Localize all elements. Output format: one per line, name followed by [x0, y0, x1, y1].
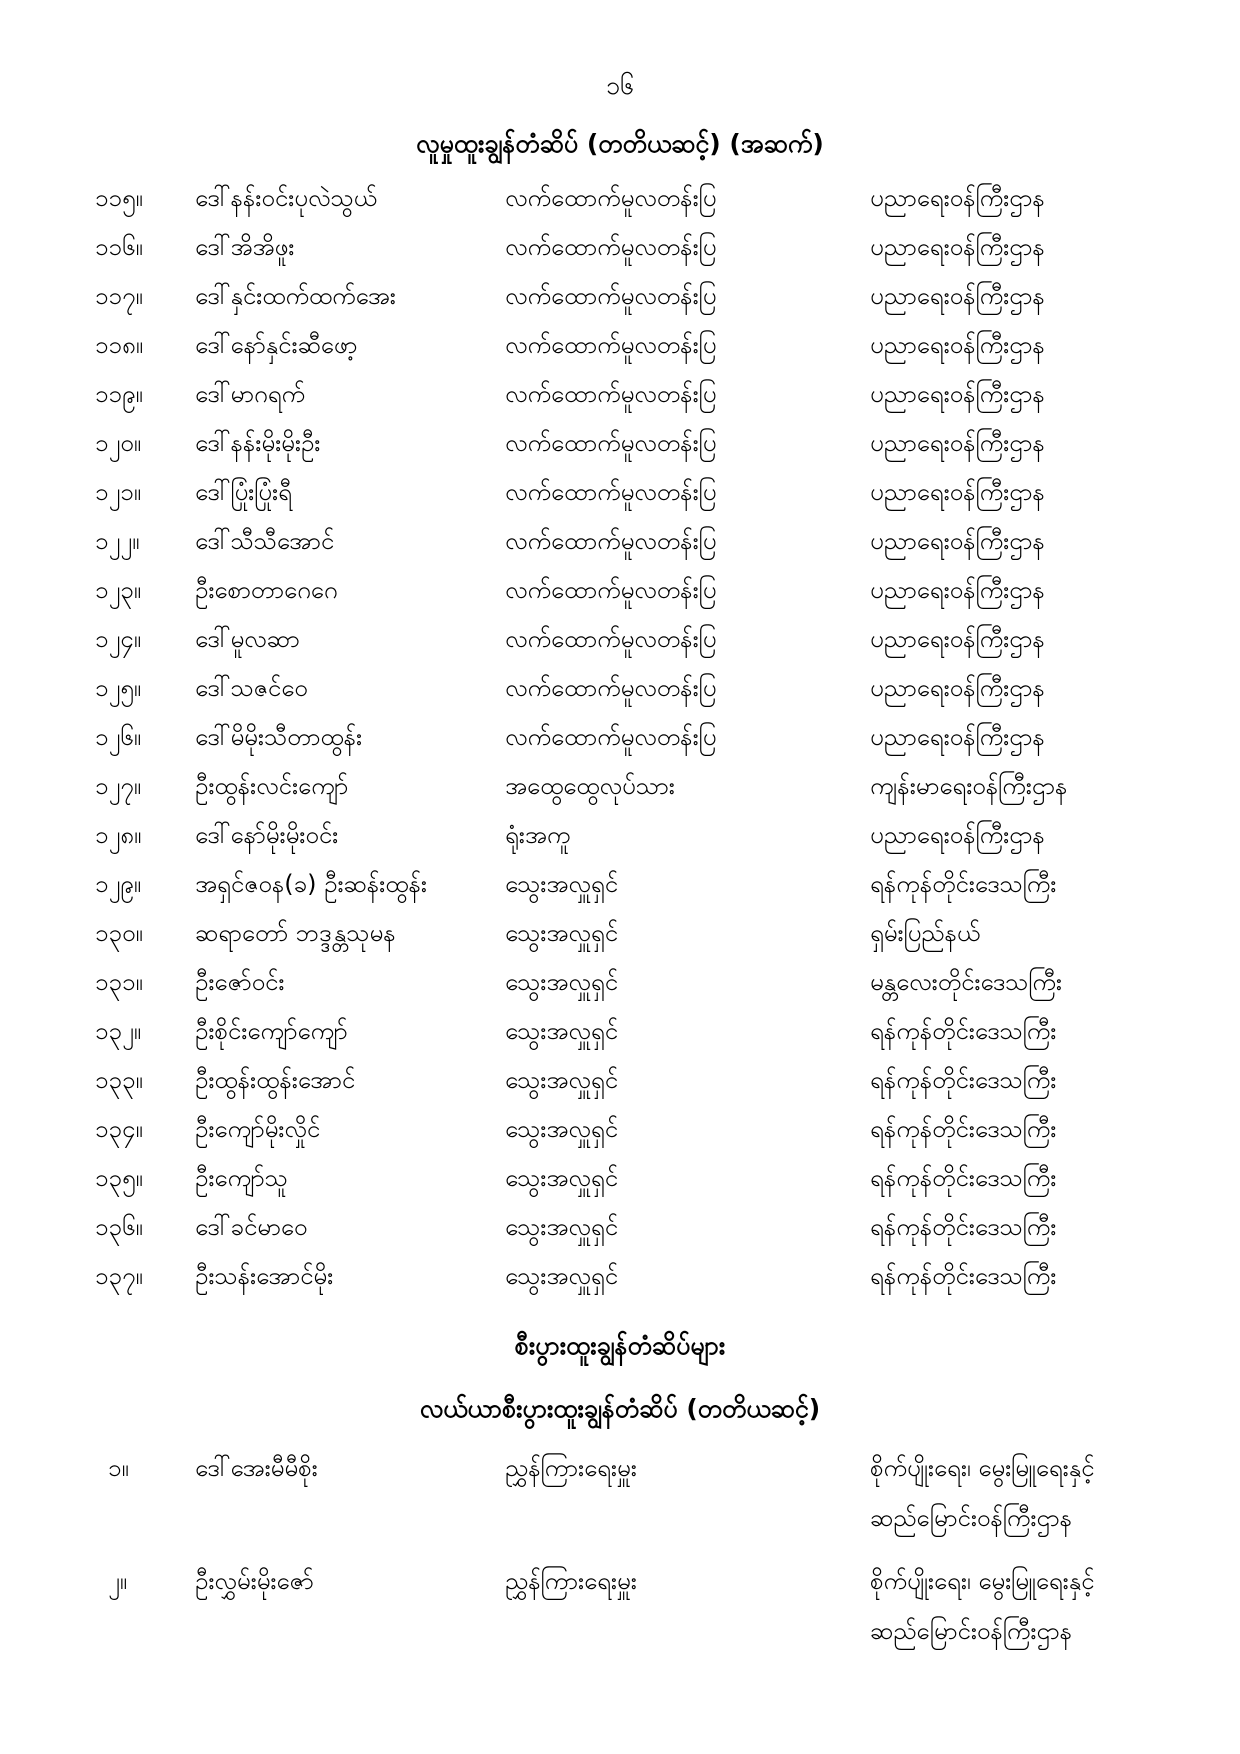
recipient-position: လက်ထောက်မူလတန်းပြ — [505, 184, 717, 212]
recipient-department: ပညာရေးဝန်ကြီးဌာန — [870, 478, 1045, 506]
recipient-department: ပညာရေးဝန်ကြီးဌာန — [870, 821, 1045, 849]
row-number: ၁၂၄။ — [95, 625, 142, 653]
recipient-position: အထွေထွေလုပ်သား — [505, 772, 675, 800]
recipient-department-line1: စိုက်ပျိုးရေး၊ မွေးမြူရေးနှင့် — [870, 1454, 1095, 1482]
recipient-department: ရန်ကုန်တိုင်းဒေသကြီး — [870, 1262, 1057, 1290]
recipient-position: လက်ထောက်မူလတန်းပြ — [505, 625, 717, 653]
recipient-department: ပညာရေးဝန်ကြီးဌာန — [870, 380, 1045, 408]
recipient-department: ရန်ကုန်တိုင်းဒေသကြီး — [870, 1164, 1057, 1192]
recipient-name: ဦးထွန်းလင်းကျော် — [195, 772, 349, 800]
recipient-name: ဒေါ်အိအိဖူး — [195, 233, 295, 261]
recipient-name: ဦးဇော်ဝင်း — [195, 968, 285, 996]
row-number: ၁၂၀။ — [95, 429, 142, 457]
row-number: ၁၂၂။ — [95, 527, 140, 555]
recipient-name: အရှင်ဇဝန(ခ) ဦးဆန်းထွန်း — [195, 870, 427, 898]
recipient-department: ရန်ကုန်တိုင်းဒေသကြီး — [870, 1213, 1057, 1241]
recipient-position: လက်ထောက်မူလတန်းပြ — [505, 674, 717, 702]
recipient-name: ဦးစောတာဂေဂေ — [195, 576, 338, 604]
list-item — [0, 572, 1240, 622]
row-number: ၁၃၁။ — [95, 968, 143, 996]
recipient-department: ပညာရေးဝန်ကြီးဌာန — [870, 527, 1045, 555]
row-number: ၁၂၇။ — [95, 772, 142, 800]
recipient-position: ညွှန်ကြားရေးမှူး — [505, 1454, 637, 1482]
recipient-name: ဒေါ်မာဂရက် — [195, 380, 305, 408]
recipient-name: ဦးစိုင်းကျော်ကျော် — [195, 1017, 348, 1045]
list-item — [0, 866, 1240, 916]
recipient-name: ဦးသန်းအောင်မိုး — [195, 1262, 334, 1290]
list-item-continuation — [0, 1613, 1240, 1663]
list-item — [0, 1258, 1240, 1308]
recipient-position: သွေးအလှူရှင် — [505, 968, 619, 996]
recipient-position: သွေးအလှူရှင် — [505, 870, 619, 898]
recipient-department-line2: ဆည်မြောင်းဝန်ကြီးဌာန — [870, 1617, 1073, 1645]
recipient-department: ရန်ကုန်တိုင်းဒေသကြီး — [870, 870, 1057, 898]
list-item — [0, 768, 1240, 818]
list-item — [0, 1563, 1240, 1613]
row-number: ၁၁၅။ — [95, 184, 143, 212]
recipient-department: ပညာရေးဝန်ကြီးဌာန — [870, 625, 1045, 653]
recipient-department: ပညာရေးဝန်ကြီးဌာန — [870, 331, 1045, 359]
recipient-name: ဒေါ်နန်းဝင်းပုလဲသွယ် — [195, 184, 377, 212]
recipient-position: သွေးအလှူရှင် — [505, 1164, 619, 1192]
list-item — [0, 229, 1240, 279]
row-number: ၁၂၃။ — [95, 576, 142, 604]
recipient-department: ရန်ကုန်တိုင်းဒေသကြီး — [870, 1017, 1057, 1045]
recipient-department: မန္တလေးတိုင်းဒေသကြီး — [870, 968, 1062, 996]
recipient-name: ဒေါ်နော်နှင်းဆီဖော့ — [195, 331, 358, 359]
list-item — [0, 1111, 1240, 1161]
recipient-department: ရန်ကုန်တိုင်းဒေသကြီး — [870, 1115, 1057, 1143]
row-number: ၁၃၃။ — [95, 1066, 143, 1094]
recipient-department: ပညာရေးဝန်ကြီးဌာန — [870, 723, 1045, 751]
recipient-position: သွေးအလှူရှင် — [505, 919, 619, 947]
recipient-name: ဦးထွန်းထွန်းအောင် — [195, 1066, 356, 1094]
recipient-name: ဦးကျော်မိုးလှိုင် — [195, 1115, 321, 1143]
list-item — [0, 1450, 1240, 1500]
section-title-economic-medals: စီးပွားထူးချွန်တံဆိပ်များ — [514, 1331, 726, 1360]
recipient-name: ဒေါ်နော်မိုးမိုးဝင်း — [195, 821, 339, 849]
list-item — [0, 474, 1240, 524]
list-item — [0, 1209, 1240, 1259]
list-item — [0, 964, 1240, 1014]
recipient-position: သွေးအလှူရှင် — [505, 1115, 619, 1143]
row-number: ၁၃၇။ — [95, 1262, 143, 1290]
recipient-department: ပညာရေးဝန်ကြီးဌာန — [870, 576, 1045, 604]
row-number: ၁။ — [108, 1454, 129, 1482]
list-item — [0, 915, 1240, 965]
row-number: ၁၁၆။ — [95, 233, 143, 261]
recipient-position: လက်ထောက်မူလတန်းပြ — [505, 723, 717, 751]
list-item — [0, 278, 1240, 328]
row-number: ၁၁၇။ — [95, 282, 143, 310]
page-number: ၁၆ — [605, 71, 635, 100]
row-number: ၁၂၁။ — [95, 478, 142, 506]
list-item — [0, 817, 1240, 867]
row-number: ၁၃၂။ — [95, 1017, 142, 1045]
recipient-department-line2: ဆည်မြောင်းဝန်ကြီးဌာန — [870, 1504, 1073, 1532]
recipient-name: ဦးလွှမ်းမိုးဇော် — [195, 1567, 314, 1595]
recipient-position: သွေးအလှူရှင် — [505, 1017, 619, 1045]
recipient-position: လက်ထောက်မူလတန်းပြ — [505, 576, 717, 604]
row-number: ၁၃၀။ — [95, 919, 143, 947]
list-item — [0, 425, 1240, 475]
recipient-name: ဒေါ်မိမိုးသီတာထွန်း — [195, 723, 363, 751]
recipient-position: သွေးအလှူရှင် — [505, 1213, 619, 1241]
list-item — [0, 719, 1240, 769]
row-number: ၁၃၄။ — [95, 1115, 143, 1143]
recipient-name: ဒေါ်ခင်မာဝေ — [195, 1213, 308, 1241]
recipient-position: လက်ထောက်မူလတန်းပြ — [505, 380, 717, 408]
recipient-department: ပညာရေးဝန်ကြီးဌာန — [870, 184, 1045, 212]
recipient-position: လက်ထောက်မူလတန်းပြ — [505, 527, 717, 555]
recipient-name: ဒေါ်သီသီအောင် — [195, 527, 335, 555]
row-number: ၁၁၈။ — [95, 331, 143, 359]
list-item — [0, 376, 1240, 426]
recipient-name: ဆရာတော် ဘဒ္ဒန္တသုမန — [195, 919, 396, 947]
recipient-name: ဒေါ်အေးမီမီစိုး — [195, 1454, 318, 1482]
recipient-name: ဒေါ်ပြုံးပြုံးရီ — [195, 478, 292, 506]
row-number: ၂။ — [108, 1567, 128, 1595]
recipient-position: လက်ထောက်မူလတန်းပြ — [505, 478, 717, 506]
recipient-department: ပညာရေးဝန်ကြီးဌာန — [870, 282, 1045, 310]
row-number: ၁၂၈။ — [95, 821, 142, 849]
recipient-department: ကျန်းမာရေးဝန်ကြီးဌာန — [870, 772, 1068, 800]
recipient-department: ရန်ကုန်တိုင်းဒေသကြီး — [870, 1066, 1057, 1094]
section-subtitle-agriculture-medal: လယ်ယာစီးပွားထူးချွန်တံဆိပ် (တတိယဆင့်) — [419, 1394, 821, 1423]
list-item — [0, 670, 1240, 720]
recipient-position: လက်ထောက်မူလတန်းပြ — [505, 233, 717, 261]
recipient-position: လက်ထောက်မူလတန်းပြ — [505, 331, 717, 359]
row-number: ၁၁၉။ — [95, 380, 143, 408]
recipient-name: ဒေါ်သဇင်ဝေ — [195, 674, 308, 702]
row-number: ၁၂၆။ — [95, 723, 142, 751]
list-item — [0, 621, 1240, 671]
list-item — [0, 1013, 1240, 1063]
recipient-department: ပညာရေးဝန်ကြီးဌာန — [870, 674, 1045, 702]
recipient-position: လက်ထောက်မူလတန်းပြ — [505, 429, 717, 457]
recipient-department: ပညာရေးဝန်ကြီးဌာန — [870, 429, 1045, 457]
row-number: ၁၃၆။ — [95, 1213, 143, 1241]
recipient-position: ညွှန်ကြားရေးမှူး — [505, 1567, 637, 1595]
recipient-department-line1: စိုက်ပျိုးရေး၊ မွေးမြူရေးနှင့် — [870, 1567, 1095, 1595]
recipient-name: ဒေါ်မူလဆာ — [195, 625, 300, 653]
recipient-name: ဦးကျော်သူ — [195, 1164, 288, 1192]
list-item — [0, 1160, 1240, 1210]
section-title-social-medal: လူမှုထူးချွန်တံဆိပ် (တတိယဆင့်) (အဆက်) — [416, 129, 824, 158]
recipient-position: သွေးအလှူရှင် — [505, 1262, 619, 1290]
row-number: ၁၃၅။ — [95, 1164, 143, 1192]
recipient-position: ရုံးအကူ — [505, 821, 571, 849]
row-number: ၁၂၅။ — [95, 674, 142, 702]
recipient-name: ဒေါ်နှင်းထက်ထက်အေး — [195, 282, 396, 310]
recipient-name: ဒေါ်နန်းမိုးမိုးဦး — [195, 429, 321, 457]
list-item — [0, 180, 1240, 230]
recipient-position: လက်ထောက်မူလတန်းပြ — [505, 282, 717, 310]
recipient-department: ပညာရေးဝန်ကြီးဌာန — [870, 233, 1045, 261]
list-item — [0, 327, 1240, 377]
list-item — [0, 523, 1240, 573]
list-item — [0, 1062, 1240, 1112]
row-number: ၁၂၉။ — [95, 870, 142, 898]
recipient-position: သွေးအလှူရှင် — [505, 1066, 619, 1094]
list-item-continuation — [0, 1500, 1240, 1550]
recipient-department: ရှမ်းပြည်နယ် — [870, 919, 981, 947]
